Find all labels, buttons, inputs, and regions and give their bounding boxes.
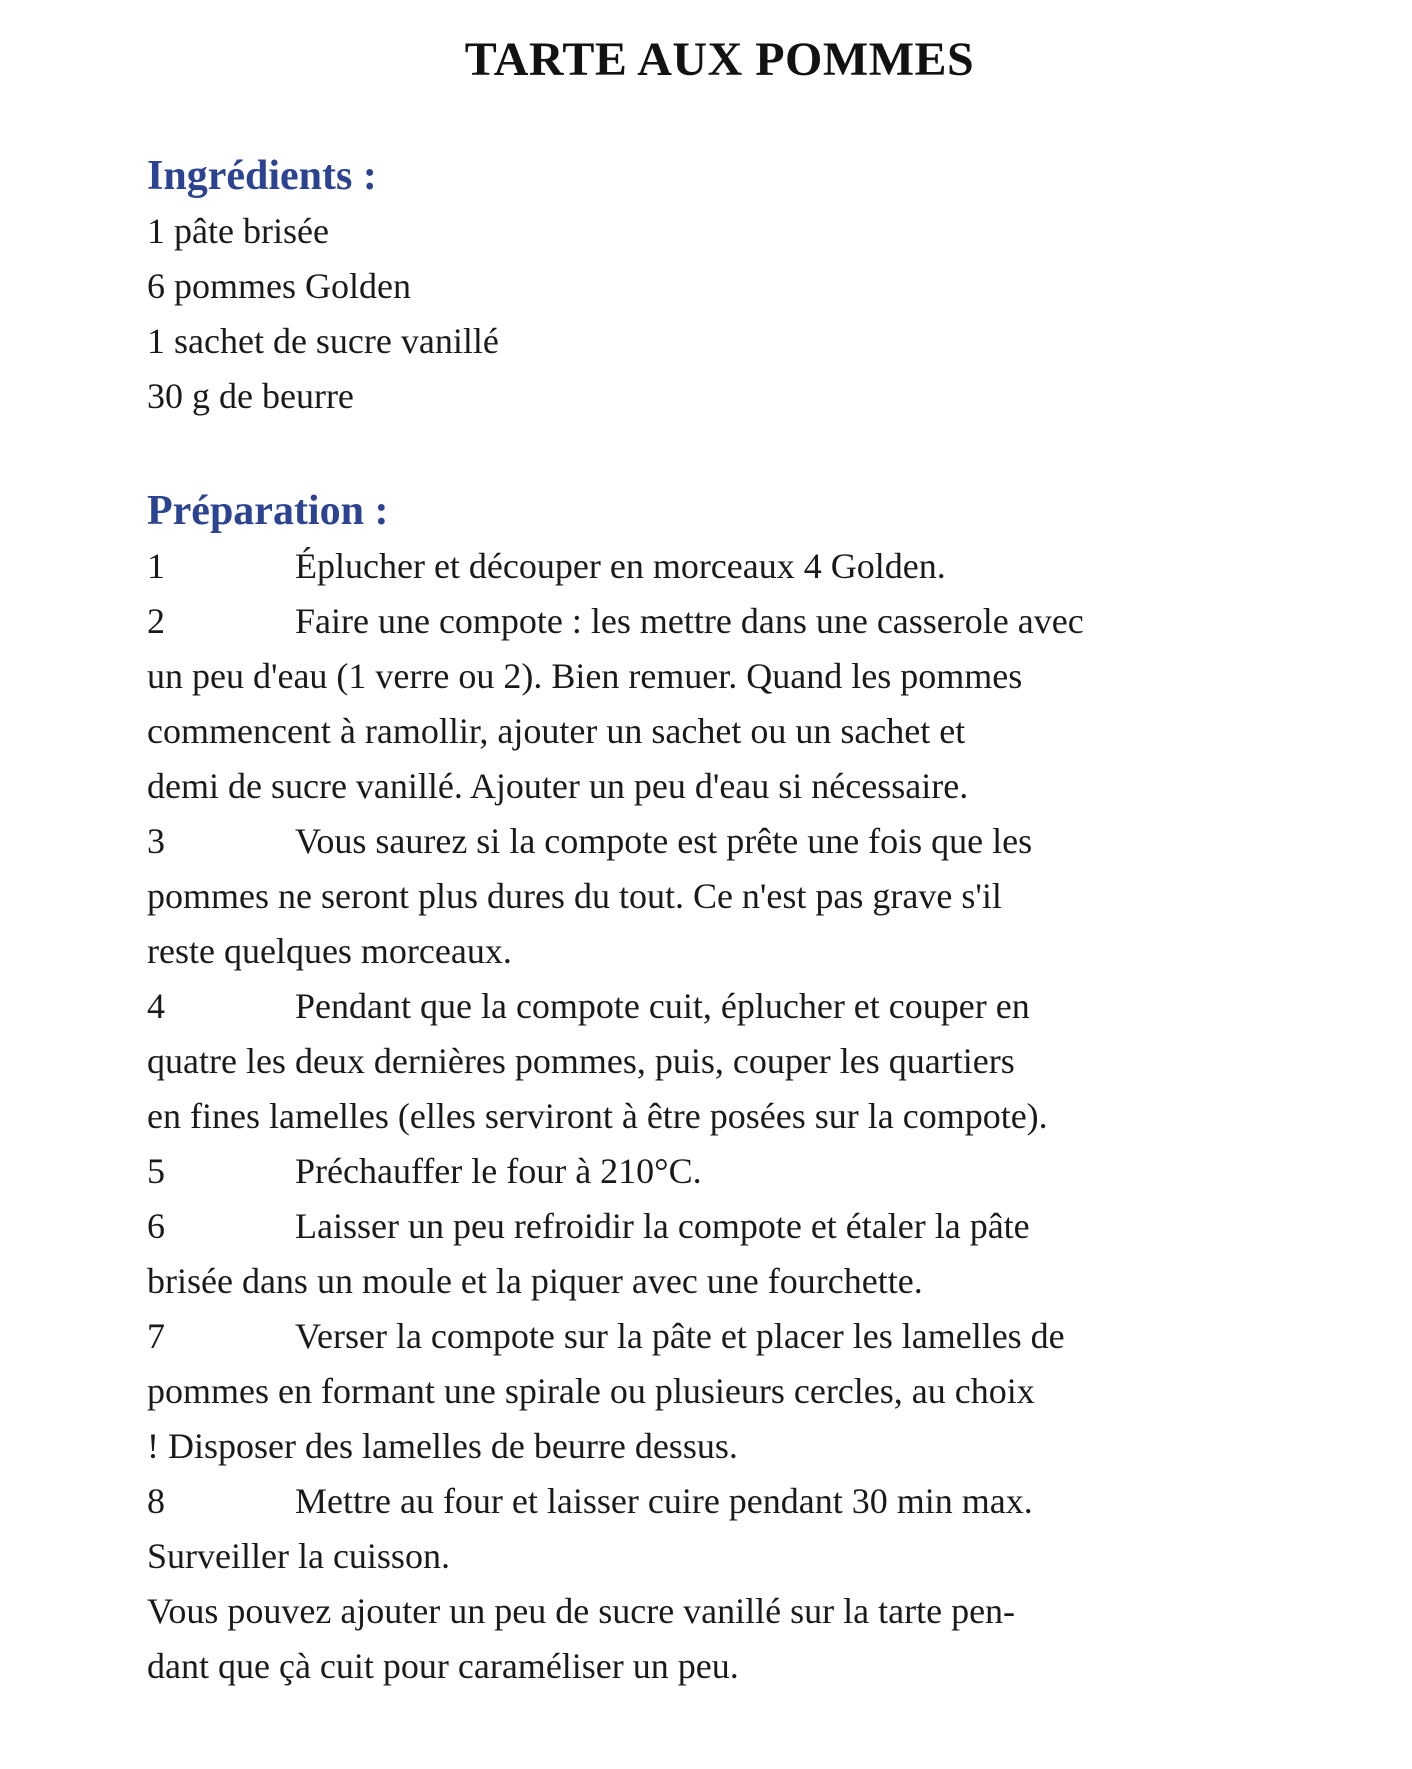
- step-text: Préchauffer le four à 210°C.: [295, 1151, 702, 1191]
- recipe-title: TARTE AUX POMMES: [464, 33, 975, 86]
- prep-step-line: [147, 979, 1292, 1034]
- ingredient-line: 1 sachet de sucre vanillé: [147, 321, 499, 361]
- step-number: 8: [147, 1481, 165, 1521]
- prep-continuation-line: [147, 1419, 1292, 1474]
- preparation-steps: [147, 539, 1292, 1694]
- step-number: 1: [147, 546, 165, 586]
- prep-continuation-line: [147, 924, 1292, 979]
- prep-step-line: [147, 1474, 1292, 1529]
- ingredient-line: 30 g de beurre: [147, 376, 354, 416]
- prep-continuation-line: [147, 1089, 1292, 1144]
- step-text: demi de sucre vanillé. Ajouter un peu d'eau si nécessaire.: [147, 766, 969, 806]
- step-number: 5: [147, 1151, 165, 1191]
- step-text: quatre les deux dernières pommes, puis, couper les quartiers: [147, 1041, 1015, 1081]
- step-text: un peu d'eau (1 verre ou 2). Bien remuer. Quand les pommes: [147, 656, 1023, 696]
- preparation-heading: Préparation :: [147, 488, 389, 534]
- step-text: dant que çà cuit pour caraméliser un peu.: [147, 1646, 739, 1686]
- prep-continuation-line: [147, 1529, 1292, 1584]
- step-number: 6: [147, 1206, 165, 1246]
- ingredients-heading: Ingrédients :: [147, 153, 377, 199]
- step-text: Éplucher et découper en morceaux 4 Golden.: [295, 546, 946, 586]
- step-text: Pendant que la compote cuit, éplucher et couper en: [295, 986, 1030, 1026]
- step-text: pommes ne seront plus dures du tout. Ce n'est pas grave s'il: [147, 876, 1002, 916]
- step-text: brisée dans un moule et la piquer avec une fourchette.: [147, 1261, 923, 1301]
- step-text: Vous saurez si la compote est prête une fois que les: [295, 821, 1033, 861]
- prep-continuation-line: [147, 704, 1292, 759]
- prep-continuation-line: [147, 1584, 1292, 1639]
- step-text: Mettre au four et laisser cuire pendant 30 min max.: [295, 1481, 1033, 1521]
- prep-step-line: [147, 539, 1292, 594]
- prep-continuation-line: [147, 759, 1292, 814]
- prep-continuation-line: [147, 1034, 1292, 1089]
- prep-continuation-line: [147, 1254, 1292, 1309]
- step-number: 7: [147, 1316, 165, 1356]
- prep-step-line: [147, 1199, 1292, 1254]
- prep-step-line: [147, 594, 1292, 649]
- step-text: commencent à ramollir, ajouter un sachet ou un sachet et: [147, 711, 966, 751]
- step-text: Vous pouvez ajouter un peu de sucre vanillé sur la tarte pen-: [147, 1591, 1016, 1631]
- step-text: Laisser un peu refroidir la compote et étaler la pâte: [295, 1206, 1030, 1246]
- step-text: pommes en formant une spirale ou plusieurs cercles, au choix: [147, 1371, 1035, 1411]
- step-number: 4: [147, 986, 165, 1026]
- step-number: 2: [147, 601, 165, 641]
- step-text: reste quelques morceaux.: [147, 931, 512, 971]
- ingredients-list: [147, 204, 1292, 424]
- prep-step-line: [147, 1309, 1292, 1364]
- ingredient-line: 1 pâte brisée: [147, 211, 329, 251]
- prep-step-line: [147, 1144, 1292, 1199]
- prep-step-line: [147, 814, 1292, 869]
- step-text: Faire une compote : les mettre dans une casserole avec: [295, 601, 1084, 641]
- prep-continuation-line: [147, 869, 1292, 924]
- step-text: en fines lamelles (elles serviront à être posées sur la compote).: [147, 1096, 1048, 1136]
- prep-continuation-line: [147, 1364, 1292, 1419]
- prep-continuation-line: [147, 1639, 1292, 1694]
- step-number: 3: [147, 821, 165, 861]
- step-text: Verser la compote sur la pâte et placer les lamelles de: [295, 1316, 1065, 1356]
- step-text: Surveiller la cuisson.: [147, 1536, 450, 1576]
- step-text: ! Disposer des lamelles de beurre dessus.: [147, 1426, 738, 1466]
- prep-continuation-line: [147, 649, 1292, 704]
- ingredient-line: 6 pommes Golden: [147, 266, 411, 306]
